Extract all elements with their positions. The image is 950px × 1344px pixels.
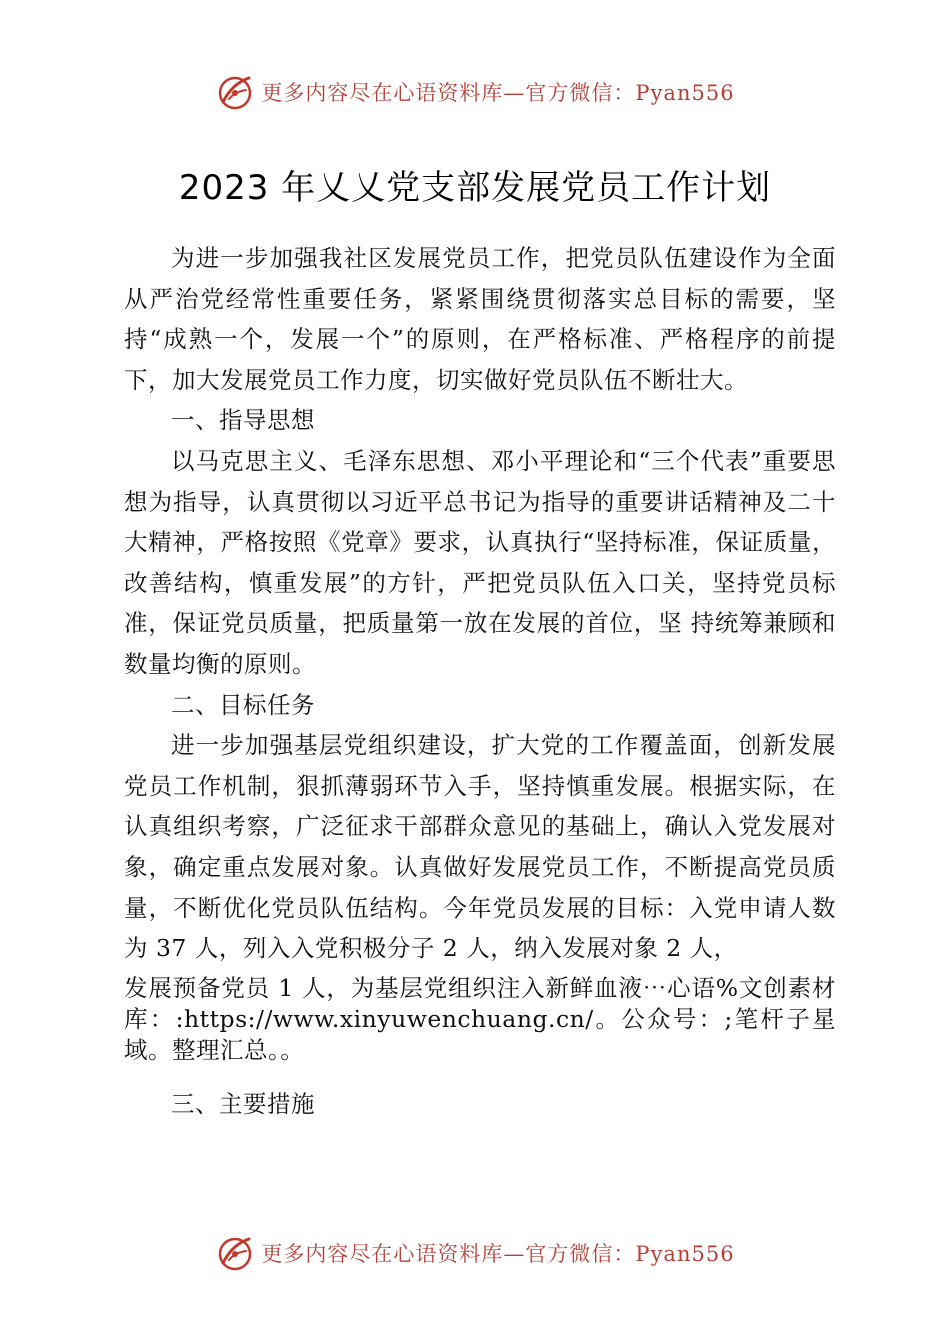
goals-paragraph-continuation: 发展预备党员 1 人，为基层党组织注入新鲜血液⋯心语%文创素材库：:https://www.xinyuwenchuang.cn/。公众号：;笔杆子星域。整理汇总。。 xyxy=(124,973,836,1064)
goals-paragraph: 进一步加强基层党组织建设，扩大党的工作覆盖面，创新发展党员工作机制，狠抓薄弱环节入手，坚持慎重发展。根据实际，在认真组织考察，广泛征求干部群众意见的基础上，确认入党发展对象，确定重点发展对象。认真做好发展党员工作，不断提高党员质量，不断优化党员队伍结构。今年党员发展的目标：入党申请人数为 37 人，列入入党积极分子 2 人，纳入发展对象 2 人， xyxy=(124,731,836,963)
section-heading-guiding-ideology: 一、指导思想 xyxy=(171,406,315,435)
guiding-ideology-paragraph: 以马克思主义、毛泽东思想、邓小平理论和“三个代表”重要思想为指导，认真贯彻以习近平总书记为指导的重要讲话精神及二十大精神，严格按照《党章》要求，认真执行“坚持标准，保证质量，改善结构，慎重发展”的方针，严把党员队伍入口关，坚持党员标准，保证党员质量，把质量第一放在发展的首位，坚 持统筹兼顾和数量均衡的原则。 xyxy=(124,446,836,678)
intro-paragraph: 为进一步加强我社区发展党员工作，把党员队伍建设作为全面从严治党经常性重要任务，紧紧围绕贯彻落实总目标的需要，坚持“成熟一个，发展一个”的原则，在严格标准、严格程序的前提下，加大发展党员工作力度，切实做好党员队伍不断壮大。 xyxy=(124,244,836,394)
footer-watermark-banner xyxy=(0,1233,950,1273)
document-title: 2023 年乂乂党支部发展党员工作计划 xyxy=(178,168,772,208)
section-heading-goals: 二、目标任务 xyxy=(171,690,315,719)
watermark-logo-icon xyxy=(215,1233,255,1273)
watermark-text: 更多内容尽在心语资料库—官方微信：Pyan556 xyxy=(261,81,735,105)
section-heading-main-measures: 三、主要措施 xyxy=(171,1089,315,1118)
watermark-logo-icon xyxy=(215,72,255,112)
header-watermark-banner xyxy=(0,72,950,112)
watermark-text: 更多内容尽在心语资料库—官方微信：Pyan556 xyxy=(261,1242,735,1266)
document-body xyxy=(124,238,836,1124)
